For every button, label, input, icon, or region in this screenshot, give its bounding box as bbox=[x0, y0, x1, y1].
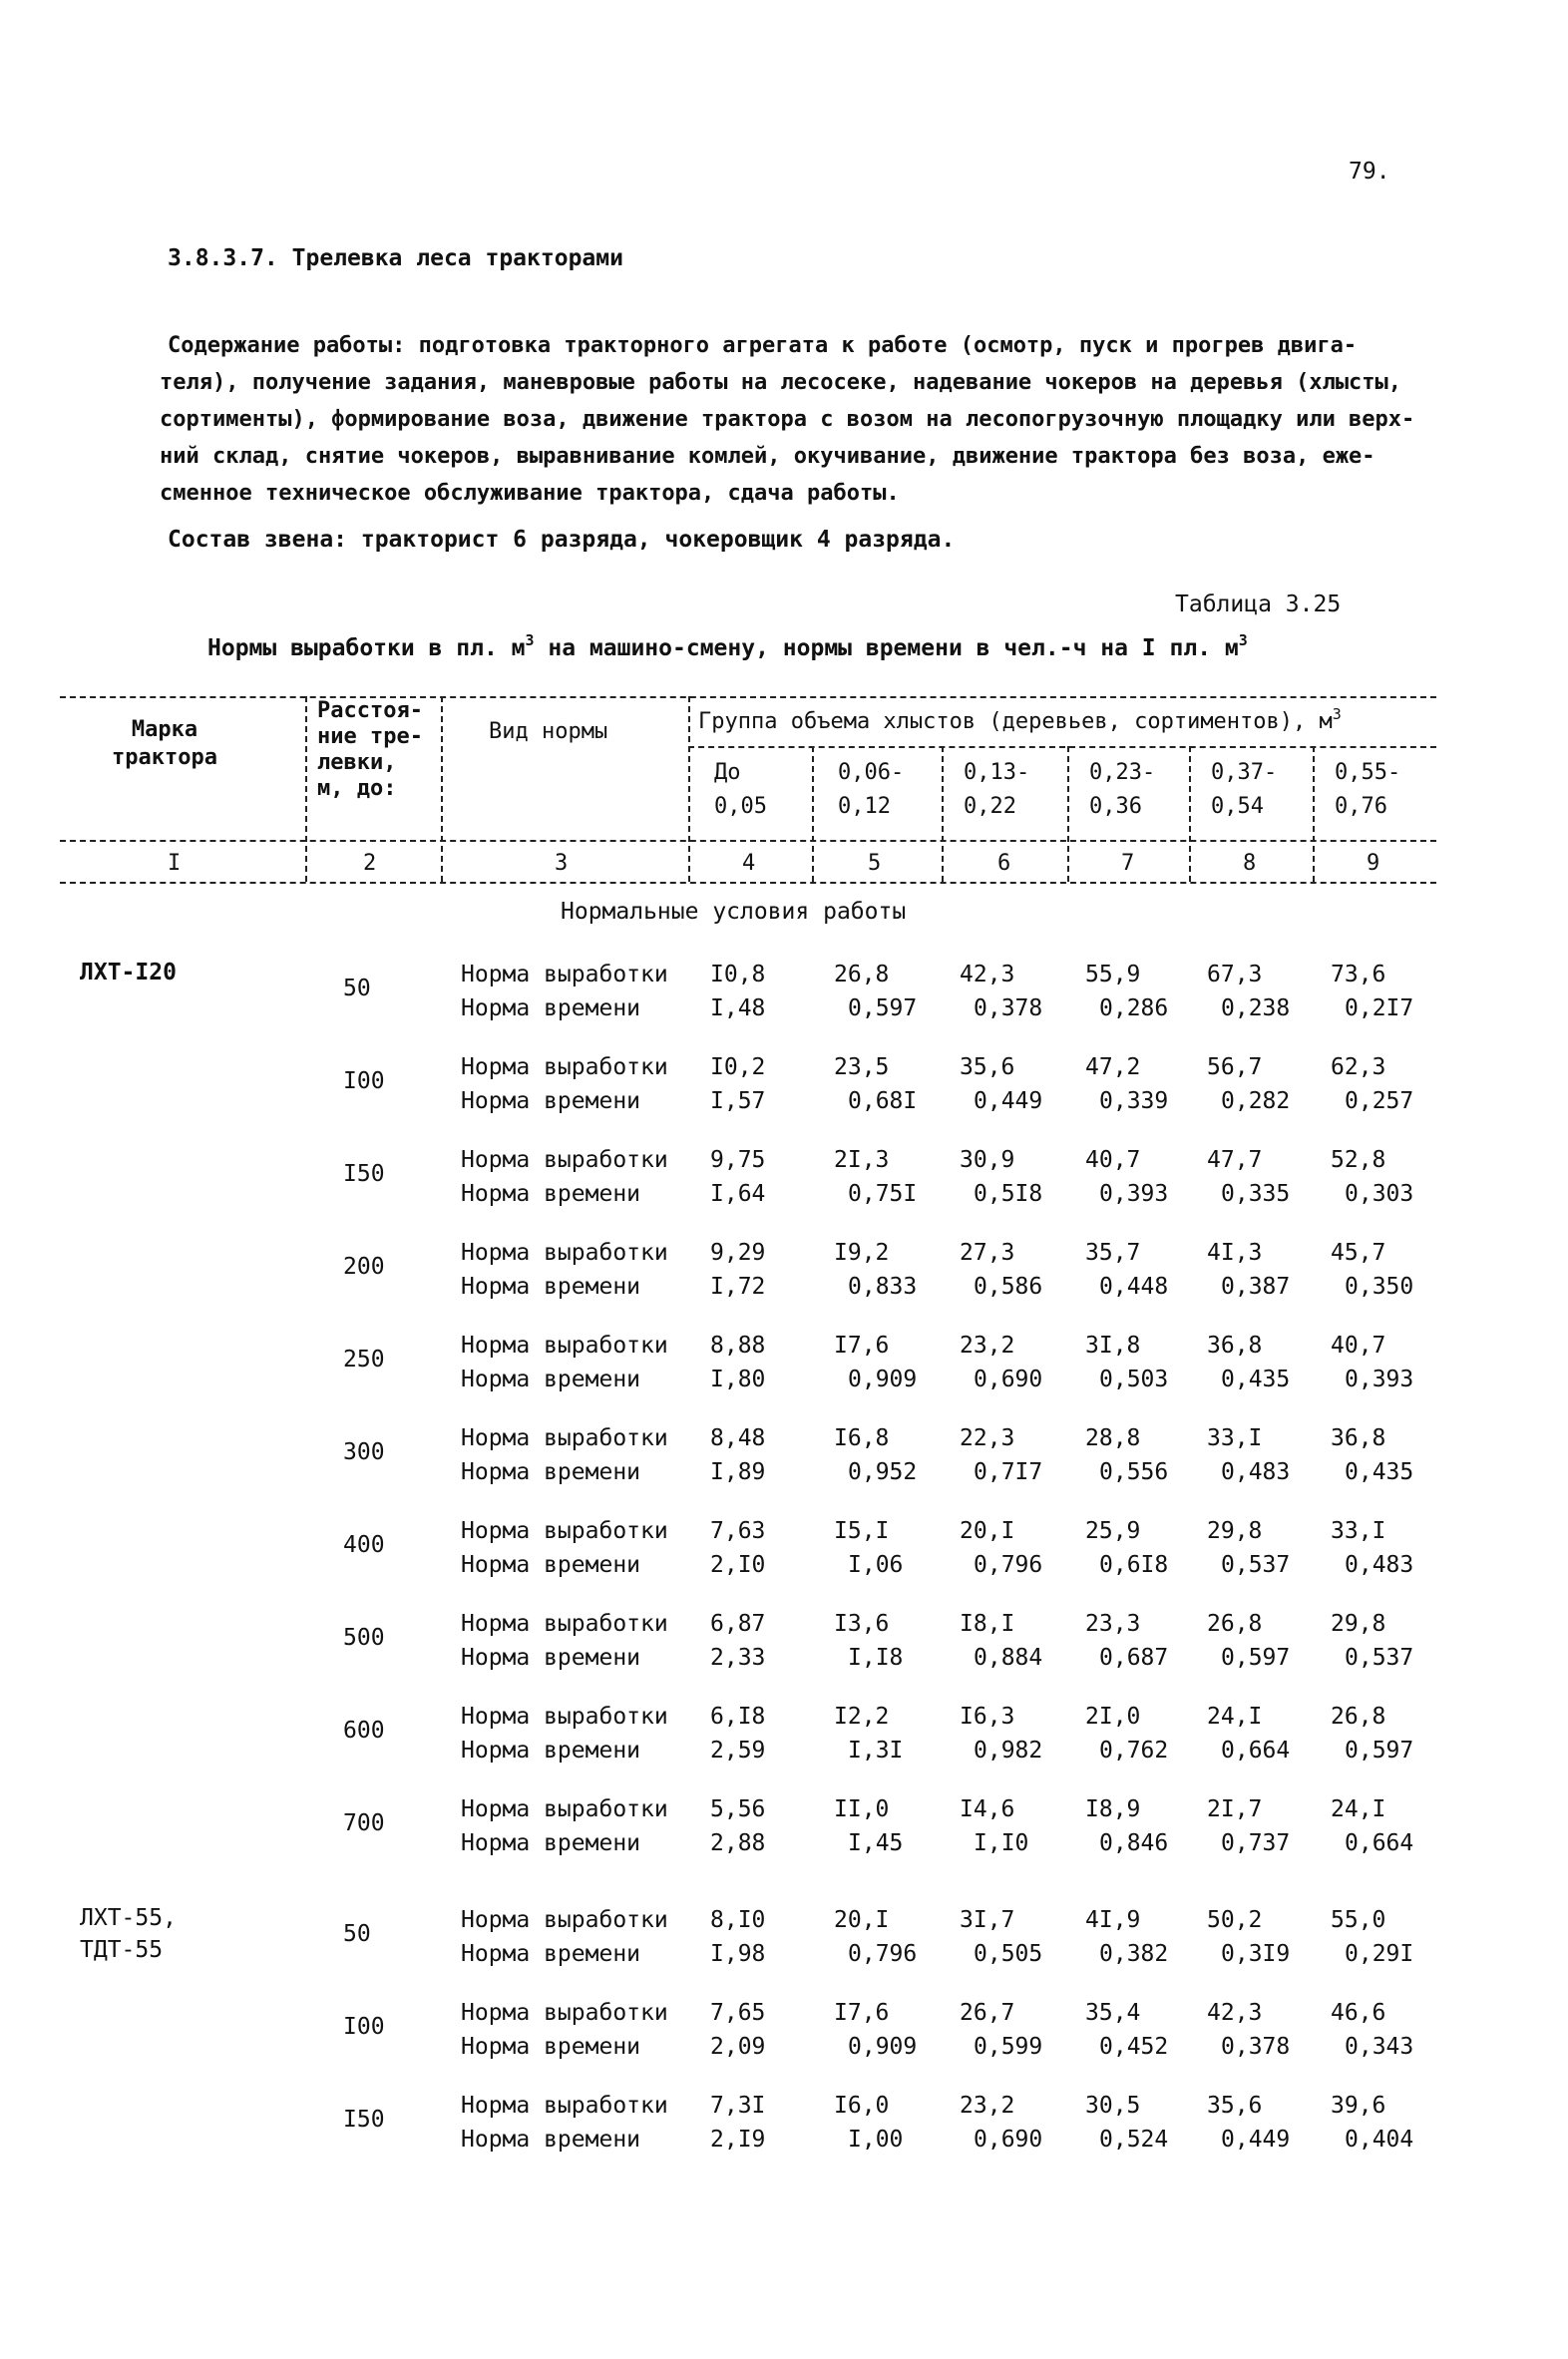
time-value: 0,664 bbox=[1345, 1830, 1414, 1856]
norm-label-output: Норма выработки bbox=[461, 2000, 668, 2026]
time-value: 0,449 bbox=[974, 1088, 1043, 1114]
output-value: 3I,8 bbox=[1085, 1333, 1141, 1359]
output-value: I9,2 bbox=[834, 1240, 890, 1266]
output-value: 7,63 bbox=[710, 1518, 766, 1544]
output-value: 22,3 bbox=[960, 1425, 1015, 1451]
output-value: 35,4 bbox=[1085, 2000, 1141, 2026]
output-value: 7,3I bbox=[710, 2093, 766, 2119]
time-value: 0,664 bbox=[1221, 1738, 1291, 1764]
column-number: 8 bbox=[1243, 851, 1257, 876]
time-value: 0,884 bbox=[974, 1645, 1043, 1671]
output-value: 23,2 bbox=[960, 2093, 1015, 2119]
output-value: I3,6 bbox=[834, 1611, 890, 1637]
header-group-6: 0,55- 0,76 bbox=[1335, 760, 1401, 819]
header-norm-type: Вид нормы bbox=[489, 719, 608, 744]
header-divider bbox=[942, 746, 944, 882]
norm-label-time: Норма времени bbox=[461, 995, 641, 1021]
output-value: 26,8 bbox=[1331, 1704, 1386, 1730]
output-value: 24,I bbox=[1207, 1704, 1263, 1730]
header-divider bbox=[1067, 746, 1069, 882]
header-group-3: 0,13- 0,22 bbox=[964, 760, 1030, 819]
time-value: 0,339 bbox=[1099, 1088, 1169, 1114]
output-value: 7,65 bbox=[710, 2000, 766, 2026]
time-value: 0,597 bbox=[1221, 1645, 1291, 1671]
header-divider bbox=[1189, 746, 1191, 882]
time-value: 0,68I bbox=[848, 1088, 918, 1114]
norm-label-output: Норма выработки bbox=[461, 1240, 668, 1266]
norm-label-time: Норма времени bbox=[461, 1459, 641, 1485]
output-value: 23,5 bbox=[834, 1054, 890, 1080]
column-number: 9 bbox=[1367, 851, 1380, 876]
output-value: I5,I bbox=[834, 1518, 890, 1544]
time-value: 2,59 bbox=[710, 1738, 766, 1764]
time-value: 0,75I bbox=[848, 1181, 918, 1207]
time-value: 0,524 bbox=[1099, 2127, 1169, 2153]
output-value: 20,I bbox=[960, 1518, 1015, 1544]
output-value: 28,8 bbox=[1085, 1425, 1141, 1451]
time-value: 2,09 bbox=[710, 2034, 766, 2060]
time-value: 0,556 bbox=[1099, 1459, 1169, 1485]
time-value: 0,833 bbox=[848, 1274, 918, 1300]
header-group-2: 0,06- 0,12 bbox=[838, 760, 905, 819]
time-value: 0,952 bbox=[848, 1459, 918, 1485]
output-value: 39,6 bbox=[1331, 2093, 1386, 2119]
column-number: I bbox=[168, 851, 182, 876]
work-content-line: сменное техническое обслуживание трактора, сдача работы. bbox=[160, 481, 900, 506]
column-numbers-rule bbox=[60, 882, 1436, 884]
time-value: 0,796 bbox=[974, 1552, 1043, 1578]
output-value: I4,6 bbox=[960, 1796, 1015, 1822]
output-value: I6,8 bbox=[834, 1425, 890, 1451]
output-value: I7,6 bbox=[834, 2000, 890, 2026]
column-number: 6 bbox=[997, 851, 1011, 876]
output-value: 27,3 bbox=[960, 1240, 1015, 1266]
group-header-rule bbox=[688, 746, 1436, 748]
output-value: 29,8 bbox=[1207, 1518, 1263, 1544]
output-value: 8,48 bbox=[710, 1425, 766, 1451]
page-number: 79. bbox=[1349, 159, 1390, 185]
norm-label-time: Норма времени bbox=[461, 1367, 641, 1392]
output-value: 2I,3 bbox=[834, 1147, 890, 1173]
time-value: 0,483 bbox=[1345, 1552, 1414, 1578]
distance-value: 500 bbox=[343, 1625, 385, 1651]
time-value: 0,449 bbox=[1221, 2127, 1291, 2153]
header-tractor-brand: Марка трактора bbox=[112, 717, 217, 770]
output-value: 42,3 bbox=[960, 962, 1015, 987]
time-value: 0,599 bbox=[974, 2034, 1043, 2060]
header-divider bbox=[1313, 746, 1315, 882]
work-content bbox=[160, 327, 1415, 512]
norm-label-time: Норма времени bbox=[461, 2034, 641, 2060]
time-value: 0,452 bbox=[1099, 2034, 1169, 2060]
header-bottom-rule bbox=[60, 840, 1436, 842]
norm-label-output: Норма выработки bbox=[461, 1796, 668, 1822]
header-group-1: До 0,05 bbox=[714, 760, 767, 819]
tractor-brand: ТДТ-55 bbox=[80, 1937, 164, 1963]
time-value: 0,350 bbox=[1345, 1274, 1414, 1300]
work-content-line: ний склад, снятие чокеров, выравнивание комлей, окучивание, движение трактора без воза, еже- bbox=[160, 444, 1375, 469]
time-value: I,I8 bbox=[848, 1645, 904, 1671]
time-value: 0,2I7 bbox=[1345, 995, 1414, 1021]
output-value: 30,9 bbox=[960, 1147, 1015, 1173]
time-value: 0,378 bbox=[1221, 2034, 1291, 2060]
output-value: I0,2 bbox=[710, 1054, 766, 1080]
output-value: 33,I bbox=[1331, 1518, 1386, 1544]
output-value: I8,9 bbox=[1085, 1796, 1141, 1822]
output-value: 23,3 bbox=[1085, 1611, 1141, 1637]
table-caption: Нормы выработки в пл. $м^3$ на машино-смену, нормы времени в чел.-ч на I пл. $м^3$ bbox=[207, 631, 1248, 661]
time-value: 2,I9 bbox=[710, 2127, 766, 2153]
time-value: I,72 bbox=[710, 1274, 766, 1300]
distance-value: 200 bbox=[343, 1254, 385, 1280]
column-number: 7 bbox=[1121, 851, 1135, 876]
time-value: I,64 bbox=[710, 1181, 766, 1207]
output-value: 20,I bbox=[834, 1907, 890, 1933]
output-value: 36,8 bbox=[1207, 1333, 1263, 1359]
output-value: 4I,3 bbox=[1207, 1240, 1263, 1266]
time-value: 0,303 bbox=[1345, 1181, 1414, 1207]
time-value: I,89 bbox=[710, 1459, 766, 1485]
time-value: 0,909 bbox=[848, 1367, 918, 1392]
norm-label-time: Норма времени bbox=[461, 1181, 641, 1207]
time-value: 0,335 bbox=[1221, 1181, 1291, 1207]
norm-label-output: Норма выработки bbox=[461, 1333, 668, 1359]
distance-value: 50 bbox=[343, 976, 371, 1001]
output-value: 2I,0 bbox=[1085, 1704, 1141, 1730]
header-volume-group: Группа объема хлыстов (деревьев, сортиментов), $м^3$ bbox=[698, 705, 1342, 734]
output-value: 50,2 bbox=[1207, 1907, 1263, 1933]
output-value: 55,0 bbox=[1331, 1907, 1386, 1933]
distance-value: 400 bbox=[343, 1532, 385, 1558]
output-value: 9,75 bbox=[710, 1147, 766, 1173]
time-value: I,00 bbox=[848, 2127, 904, 2153]
output-value: 40,7 bbox=[1331, 1333, 1386, 1359]
output-value: 30,5 bbox=[1085, 2093, 1141, 2119]
output-value: 8,88 bbox=[710, 1333, 766, 1359]
output-value: 56,7 bbox=[1207, 1054, 1263, 1080]
time-value: 0,435 bbox=[1221, 1367, 1291, 1392]
distance-value: I00 bbox=[343, 2014, 385, 2040]
norm-label-output: Норма выработки bbox=[461, 1907, 668, 1933]
output-value: II,0 bbox=[834, 1796, 890, 1822]
time-value: 0,503 bbox=[1099, 1367, 1169, 1392]
norm-label-output: Норма выработки bbox=[461, 1147, 668, 1173]
time-value: 2,88 bbox=[710, 1830, 766, 1856]
output-value: 6,I8 bbox=[710, 1704, 766, 1730]
time-value: 0,393 bbox=[1099, 1181, 1169, 1207]
output-value: 9,29 bbox=[710, 1240, 766, 1266]
time-value: 0,238 bbox=[1221, 995, 1291, 1021]
time-value: 0,796 bbox=[848, 1941, 918, 1967]
output-value: 26,8 bbox=[1207, 1611, 1263, 1637]
norm-label-time: Норма времени bbox=[461, 2127, 641, 2153]
time-value: 0,286 bbox=[1099, 995, 1169, 1021]
distance-value: 600 bbox=[343, 1718, 385, 1744]
norm-label-output: Норма выработки bbox=[461, 1425, 668, 1451]
column-number: 3 bbox=[555, 851, 569, 876]
column-number: 4 bbox=[742, 851, 756, 876]
time-value: 0,387 bbox=[1221, 1274, 1291, 1300]
time-value: 0,435 bbox=[1345, 1459, 1414, 1485]
output-value: I8,I bbox=[960, 1611, 1015, 1637]
table-top-rule bbox=[60, 696, 1436, 698]
distance-value: I00 bbox=[343, 1068, 385, 1094]
output-value: 35,7 bbox=[1085, 1240, 1141, 1266]
time-value: 0,393 bbox=[1345, 1367, 1414, 1392]
tractor-brand: ЛХТ-I20 bbox=[80, 960, 177, 985]
time-value: 0,5I8 bbox=[974, 1181, 1043, 1207]
tractor-brand: ЛХТ-55, bbox=[80, 1905, 177, 1931]
header-divider bbox=[812, 746, 814, 882]
output-value: I6,0 bbox=[834, 2093, 890, 2119]
norm-label-time: Норма времени bbox=[461, 1645, 641, 1671]
header-distance: Расстоя- ние тре- левки, м, до: bbox=[317, 698, 423, 801]
output-value: 42,3 bbox=[1207, 2000, 1263, 2026]
section-title: 3.8.3.7. Трелевка леса тракторами bbox=[168, 245, 623, 271]
output-value: 2I,7 bbox=[1207, 1796, 1263, 1822]
norm-label-output: Норма выработки bbox=[461, 1611, 668, 1637]
output-value: I7,6 bbox=[834, 1333, 890, 1359]
time-value: 0,909 bbox=[848, 2034, 918, 2060]
header-group-5: 0,37- 0,54 bbox=[1211, 760, 1278, 819]
conditions-heading: Нормальные условия работы bbox=[561, 899, 907, 925]
norm-label-time: Норма времени bbox=[461, 1274, 641, 1300]
time-value: 0,737 bbox=[1221, 1830, 1291, 1856]
norm-label-time: Норма времени bbox=[461, 1088, 641, 1114]
output-value: 26,8 bbox=[834, 962, 890, 987]
time-value: 0,6I8 bbox=[1099, 1552, 1169, 1578]
output-value: 73,6 bbox=[1331, 962, 1386, 987]
header-divider bbox=[305, 696, 307, 882]
time-value: I,I0 bbox=[974, 1830, 1029, 1856]
crew-composition: Состав звена: тракторист 6 разряда, чокеровщик 4 разряда. bbox=[168, 527, 956, 553]
work-content-line: Содержание работы: подготовка тракторного агрегата к работе (осмотр, пуск и прогрев двига- bbox=[168, 333, 1358, 358]
output-value: 26,7 bbox=[960, 2000, 1015, 2026]
time-value: I,48 bbox=[710, 995, 766, 1021]
time-value: I,06 bbox=[848, 1552, 904, 1578]
output-value: 47,2 bbox=[1085, 1054, 1141, 1080]
output-value: 55,9 bbox=[1085, 962, 1141, 987]
time-value: 0,982 bbox=[974, 1738, 1043, 1764]
output-value: 23,2 bbox=[960, 1333, 1015, 1359]
output-value: 35,6 bbox=[960, 1054, 1015, 1080]
time-value: 0,505 bbox=[974, 1941, 1043, 1967]
norm-label-time: Норма времени bbox=[461, 1552, 641, 1578]
distance-value: 50 bbox=[343, 1921, 371, 1947]
output-value: 5,56 bbox=[710, 1796, 766, 1822]
distance-value: 700 bbox=[343, 1810, 385, 1836]
output-value: 47,7 bbox=[1207, 1147, 1263, 1173]
time-value: 0,762 bbox=[1099, 1738, 1169, 1764]
time-value: 0,282 bbox=[1221, 1088, 1291, 1114]
output-value: 67,3 bbox=[1207, 962, 1263, 987]
time-value: I,57 bbox=[710, 1088, 766, 1114]
output-value: 3I,7 bbox=[960, 1907, 1015, 1933]
time-value: 0,448 bbox=[1099, 1274, 1169, 1300]
work-content-line: сортименты), формирование воза, движение трактора с возом на лесопогрузочную площадку или верх- bbox=[160, 407, 1415, 432]
time-value: 0,483 bbox=[1221, 1459, 1291, 1485]
time-value: I,98 bbox=[710, 1941, 766, 1967]
header-divider bbox=[688, 696, 690, 882]
header-divider bbox=[441, 696, 443, 882]
norm-label-time: Норма времени bbox=[461, 1941, 641, 1967]
output-value: 4I,9 bbox=[1085, 1907, 1141, 1933]
output-value: 45,7 bbox=[1331, 1240, 1386, 1266]
output-value: 62,3 bbox=[1331, 1054, 1386, 1080]
time-value: 2,33 bbox=[710, 1645, 766, 1671]
time-value: 0,586 bbox=[974, 1274, 1043, 1300]
norm-label-output: Норма выработки bbox=[461, 1518, 668, 1544]
output-value: 40,7 bbox=[1085, 1147, 1141, 1173]
time-value: 0,537 bbox=[1221, 1552, 1291, 1578]
time-value: 0,257 bbox=[1345, 1088, 1414, 1114]
time-value: I,80 bbox=[710, 1367, 766, 1392]
output-value: 24,I bbox=[1331, 1796, 1386, 1822]
norm-label-output: Норма выработки bbox=[461, 1054, 668, 1080]
norm-label-output: Норма выработки bbox=[461, 1704, 668, 1730]
time-value: 0,687 bbox=[1099, 1645, 1169, 1671]
output-value: 36,8 bbox=[1331, 1425, 1386, 1451]
output-value: 52,8 bbox=[1331, 1147, 1386, 1173]
work-content-line: теля), получение задания, маневровые работы на лесосеке, надевание чокеров на деревья (хлысты, bbox=[160, 370, 1402, 395]
output-value: 46,6 bbox=[1331, 2000, 1386, 2026]
time-value: 0,382 bbox=[1099, 1941, 1169, 1967]
output-value: 29,8 bbox=[1331, 1611, 1386, 1637]
time-value: 0,846 bbox=[1099, 1830, 1169, 1856]
time-value: 0,29I bbox=[1345, 1941, 1414, 1967]
output-value: 8,I0 bbox=[710, 1907, 766, 1933]
time-value: 0,537 bbox=[1345, 1645, 1414, 1671]
column-number: 2 bbox=[363, 851, 377, 876]
output-value: I2,2 bbox=[834, 1704, 890, 1730]
time-value: 0,3I9 bbox=[1221, 1941, 1291, 1967]
time-value: 0,690 bbox=[974, 2127, 1043, 2153]
norm-label-output: Норма выработки bbox=[461, 962, 668, 987]
header-group-4: 0,23- 0,36 bbox=[1089, 760, 1156, 819]
time-value: 0,378 bbox=[974, 995, 1043, 1021]
distance-value: 300 bbox=[343, 1439, 385, 1465]
table-label: Таблица 3.25 bbox=[1175, 591, 1342, 617]
time-value: 0,7I7 bbox=[974, 1459, 1043, 1485]
time-value: I,45 bbox=[848, 1830, 904, 1856]
norm-label-time: Норма времени bbox=[461, 1738, 641, 1764]
time-value: 0,597 bbox=[848, 995, 918, 1021]
norm-label-time: Норма времени bbox=[461, 1830, 641, 1856]
time-value: 0,343 bbox=[1345, 2034, 1414, 2060]
distance-value: I50 bbox=[343, 1161, 385, 1187]
time-value: 0,690 bbox=[974, 1367, 1043, 1392]
distance-value: I50 bbox=[343, 2107, 385, 2133]
output-value: 25,9 bbox=[1085, 1518, 1141, 1544]
output-value: I0,8 bbox=[710, 962, 766, 987]
norm-label-output: Норма выработки bbox=[461, 2093, 668, 2119]
column-number: 5 bbox=[868, 851, 882, 876]
time-value: 0,404 bbox=[1345, 2127, 1414, 2153]
output-value: I6,3 bbox=[960, 1704, 1015, 1730]
output-value: 6,87 bbox=[710, 1611, 766, 1637]
distance-value: 250 bbox=[343, 1347, 385, 1373]
time-value: I,3I bbox=[848, 1738, 904, 1764]
output-value: 33,I bbox=[1207, 1425, 1263, 1451]
output-value: 35,6 bbox=[1207, 2093, 1263, 2119]
time-value: 2,I0 bbox=[710, 1552, 766, 1578]
time-value: 0,597 bbox=[1345, 1738, 1414, 1764]
